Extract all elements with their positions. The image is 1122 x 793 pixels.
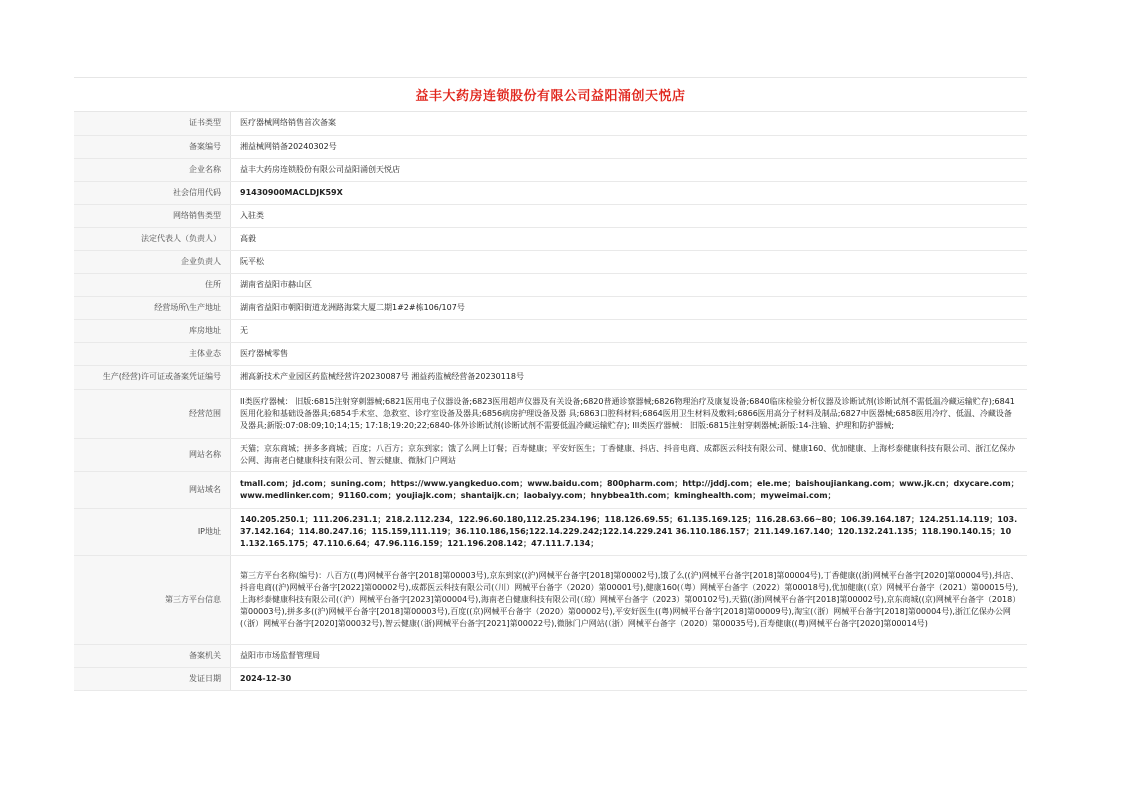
row-label: 法定代表人（负责人） xyxy=(74,227,231,250)
table-row xyxy=(74,508,1027,555)
row-label: 备案编号 xyxy=(74,135,231,158)
row-value: 高毅 xyxy=(231,227,1028,250)
table-row xyxy=(74,158,1027,181)
record-sheet xyxy=(74,77,1027,691)
row-value: 无 xyxy=(231,319,1028,342)
row-value: 医疗器械零售 xyxy=(231,342,1028,365)
table-row xyxy=(74,319,1027,342)
table-row xyxy=(74,471,1027,508)
row-label: IP地址 xyxy=(74,508,231,555)
row-label: 网络销售类型 xyxy=(74,204,231,227)
record-table xyxy=(74,112,1027,691)
table-row xyxy=(74,667,1027,690)
row-value: 91430900MACLDJK59X xyxy=(231,181,1028,204)
row-label: 社会信用代码 xyxy=(74,181,231,204)
row-value: II类医疗器械： 旧版:6815注射穿刺器械;6821医用电子仪器设备;6823医用超声仪器及有关设备;6820普通诊察器械;6826物理治疗及康复设备;6840临床检验分析仪器及诊断试剂(诊断试剂不需低温冷藏运输贮存);6841医用化验和基础设备器具;6854手术室、急救室、诊疗室设备及器具;6856病房护理设备及器 具;6863口腔科材料;6864医用卫生材料及敷料;6866医用高分子材料及制品;6827中医器械;6858医用冷疗、低温、冷藏设备及器具;新版:07:08:09;10;14;15; 17:18;19:20;22;6840-体外诊断试剂(诊断试剂不需要低温冷藏运输贮存); III类医疗器械： 旧版:6815注射穿刺器械;新版:14-注输、护理和防护器械; xyxy=(231,389,1028,438)
row-label: 网站域名 xyxy=(74,471,231,508)
table-row xyxy=(74,644,1027,667)
table-row xyxy=(74,342,1027,365)
row-value: 140.205.250.1；111.206.231.1；218.2.112.234，122.96.60.180,112.25.234.196；118.126.69.55；61.135.169.125；116.28.63.66~80；106.39.164.187；124.251.14.119；103.37.142.164；114.80.247.16；115.159,111.119；36.110.186,156;122.14.229.242;122.14.229.241 36.110.186.157；211.149.167.140；120.132.241.135；118.190.140.15；101.132.165.175；47.110.6.64；47.96.116.159；121.196.208.142；47.111.7.134； xyxy=(231,508,1028,555)
row-label: 经营场所\生产地址 xyxy=(74,296,231,319)
page-title: 益丰大药房连锁股份有限公司益阳涌创天悦店 xyxy=(415,89,686,104)
row-label: 证书类型 xyxy=(74,112,231,135)
row-label: 备案机关 xyxy=(74,644,231,667)
table-row xyxy=(74,296,1027,319)
title-row xyxy=(74,77,1027,112)
table-row xyxy=(74,112,1027,135)
row-label: 主体业态 xyxy=(74,342,231,365)
row-value: 入驻类 xyxy=(231,204,1028,227)
row-value: 湘益械网销备20240302号 xyxy=(231,135,1028,158)
row-value: 阮平松 xyxy=(231,250,1028,273)
row-value: 湘高新技术产业园区药监械经营许20230087号 湘益药监械经营备20230118号 xyxy=(231,365,1028,389)
table-row xyxy=(74,181,1027,204)
table-row xyxy=(74,438,1027,471)
row-label: 企业负责人 xyxy=(74,250,231,273)
row-value: 益丰大药房连锁股份有限公司益阳涌创天悦店 xyxy=(231,158,1028,181)
row-label: 第三方平台信息 xyxy=(74,555,231,644)
row-label: 生产(经营)许可证或备案凭证编号 xyxy=(74,365,231,389)
row-label: 网站名称 xyxy=(74,438,231,471)
table-row xyxy=(74,389,1027,438)
table-row xyxy=(74,204,1027,227)
row-label: 发证日期 xyxy=(74,667,231,690)
row-value: 医疗器械网络销售首次备案 xyxy=(231,112,1028,135)
table-row xyxy=(74,365,1027,389)
row-label: 经营范围 xyxy=(74,389,231,438)
row-value: 湖南省益阳市朝阳街道龙洲路海棠大厦二期1#2#栋106/107号 xyxy=(231,296,1028,319)
row-value: 益阳市市场监督管理局 xyxy=(231,644,1028,667)
row-value: 湖南省益阳市赫山区 xyxy=(231,273,1028,296)
table-row xyxy=(74,273,1027,296)
row-value: 第三方平台名称(编号)：八百方((粤)网械平台备字[2018]第00003号),京东到家((沪)网械平台备字[2018]第00002号),饿了么((沪)网械平台备字[2018]第00004号),丁香健康((浙)网械平台备字[2020]第00004号),抖店、抖音电商((沪)网械平台备字[2022]第00002号),成都医云科技有限公司(（川）网械平台备字（2020）第00001号),健康160(（粤）网械平台备字（2022）第00018号),优加健康(（京）网械平台备字（2021）第00015号),上海杉泰健康科技有限公司(（沪）网械平台备字[2023]第00004号),海南老白健康科技有限公司(（琼）网械平台备字（2023）第00102号),天猫((浙)网械平台备字[2018]第00002号),京东商城((京)网械平台备字（2018）第00003号),拼多多((沪)网械平台备字[2018]第00003号),百度((京)网械平台备字（2020）第00002号),平安好医生((粤)网械平台备字[2018]第00009号),淘宝(（浙）网械平台备字[2018]第00004号),浙江亿保办公网(（浙）网械平台备字[2020]第00032号),智云健康(（浙)网械平台备字[2021]第00022号),微脉门户网站(（浙）网械平台备字（2020）第00035号),百寿健康((粤)网械平台备字[2020]第00014号) xyxy=(231,555,1028,644)
table-row xyxy=(74,555,1027,644)
table-row xyxy=(74,135,1027,158)
table-row xyxy=(74,250,1027,273)
row-label: 企业名称 xyxy=(74,158,231,181)
row-label: 住所 xyxy=(74,273,231,296)
row-value: tmall.com；jd.com；suning.com；https://www.yangkeduo.com；www.baidu.com；800pharm.com；http://jddj.com；ele.me；baishoujiankang.com；www.jk.cn；dxycare.com；www.medlinker.com；91160.com；youjiajk.com；shantaijk.cn；laobaiyy.com；hnybbea1th.com；kminghealth.com；myweimai.com； xyxy=(231,471,1028,508)
row-label: 库房地址 xyxy=(74,319,231,342)
table-row xyxy=(74,227,1027,250)
row-value: 2024-12-30 xyxy=(231,667,1028,690)
row-value: 天猫；京东商城；拼多多商城；百度；八百方；京东到家；饿了么网上订餐；百寿健康；平安好医生；丁香健康、抖店、抖音电商、成都医云科技有限公司、健康160、优加健康、上海杉泰健康科技有限公司、浙江亿保办公网、海南老白健康科技有限公司、智云健康、微脉门户网站 xyxy=(231,438,1028,471)
